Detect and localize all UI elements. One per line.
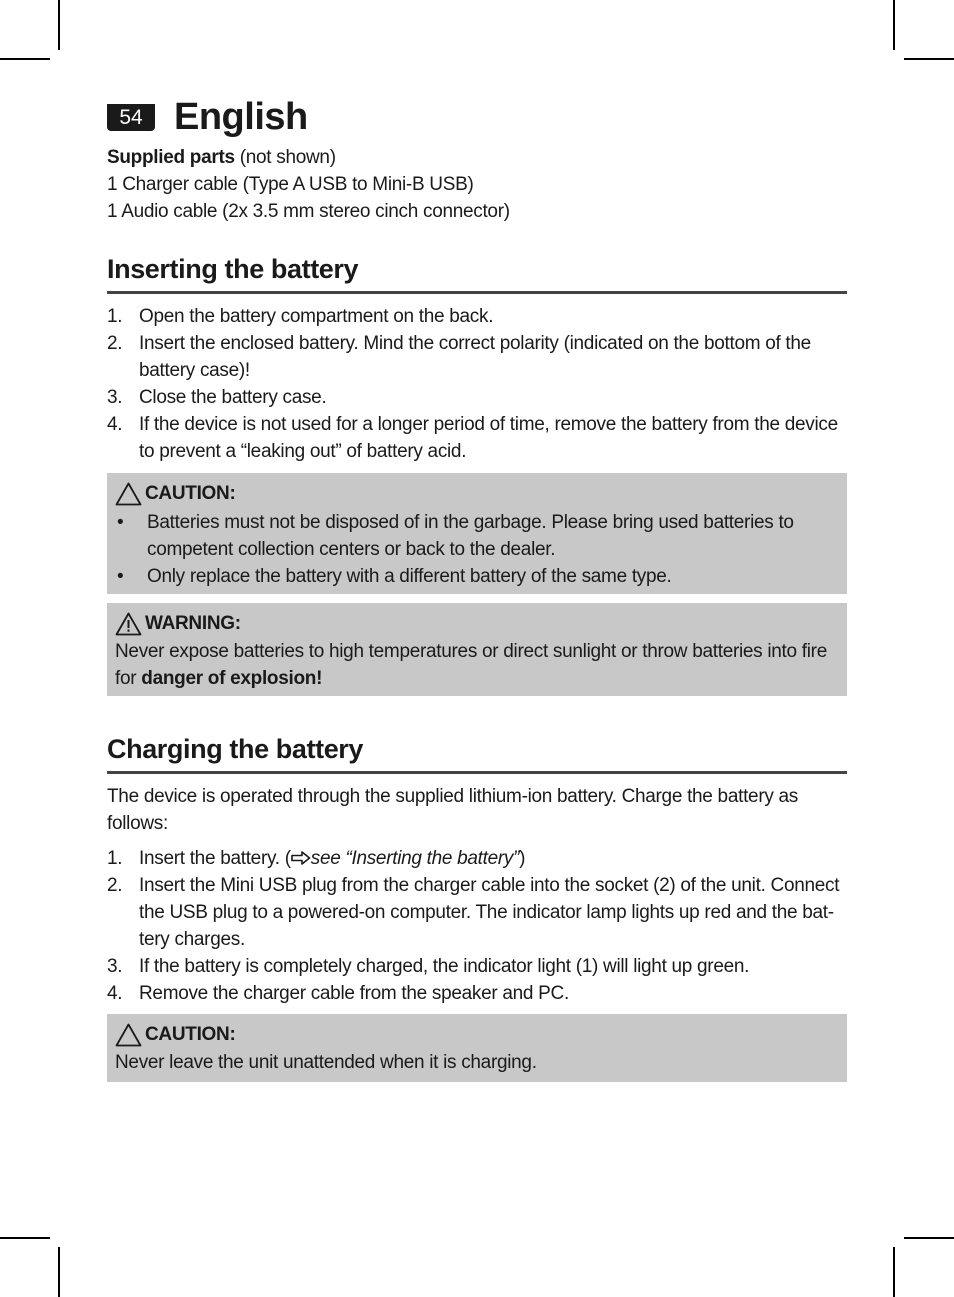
- step-text: If the battery is completely charged, the indicator light (1) will light up green.: [139, 956, 750, 977]
- section-heading: Inserting the battery: [107, 251, 847, 294]
- page-number: 54: [107, 104, 155, 131]
- crop-mark: [0, 58, 50, 60]
- steps-list: [107, 845, 847, 1007]
- supplied-parts-title-line: [107, 144, 847, 171]
- caution-label: CAUTION:: [145, 1024, 236, 1045]
- bullet-text: Batteries must not be disposed of in the garbage. Please bring used batteries to competent collection centers or back to the dealer.: [147, 512, 794, 560]
- list-item: 1 Charger cable (Type A USB to Mini-B USB): [107, 174, 474, 195]
- crop-mark: [893, 1247, 895, 1297]
- warning-triangle-icon: [115, 612, 142, 636]
- crop-mark: [904, 58, 954, 60]
- caution-bullets: [115, 509, 839, 590]
- list-item: [107, 384, 847, 411]
- list-item: 1 Audio cable (2x 3.5 mm stereo cinch connector): [107, 201, 510, 222]
- bullet-text: Only replace the battery with a different battery of the same type.: [147, 566, 672, 587]
- step-number: 4.: [107, 983, 123, 1004]
- section-heading: Charging the battery: [107, 731, 847, 774]
- step-number: 2.: [107, 875, 123, 896]
- crop-mark: [58, 0, 60, 50]
- warning-text: [115, 638, 839, 692]
- supplied-parts-note: (not shown): [239, 147, 336, 168]
- step-text: If the device is not used for a longer period of time, remove the battery from the device to prevent a “leaking out” of battery acid.: [139, 414, 838, 462]
- crop-mark: [893, 0, 895, 50]
- step-text: Insert the battery. (: [139, 848, 291, 869]
- step-text-tail: ): [519, 848, 526, 869]
- supplied-parts-title: Supplied parts: [107, 147, 235, 168]
- charging-intro: The device is operated through the supplied lithium-ion battery. Charge the battery as follows:: [107, 786, 798, 834]
- cross-reference-link[interactable]: see “Inserting the battery”: [310, 848, 520, 869]
- notice-header: [115, 480, 839, 507]
- crop-mark: [904, 1237, 954, 1239]
- step-number: 1.: [107, 306, 123, 327]
- notice-header: [115, 1021, 839, 1048]
- caution-box: [107, 1014, 847, 1082]
- section-inserting: [107, 251, 847, 465]
- warning-label: WARNING:: [145, 613, 241, 634]
- steps-list: [107, 303, 847, 465]
- warning-body: Never expose batteries to high temperatures or direct sunlight or throw batteries into fire for: [115, 641, 827, 689]
- step-number: 1.: [107, 848, 123, 869]
- warning-emphasis: danger of explosion!: [141, 668, 323, 689]
- list-item: [107, 845, 847, 872]
- step-text: Insert the Mini USB plug from the charger cable into the socket (2) of the unit. Connect the USB plug to a powered-on computer. The indicator lamp lights up red and the bat-tery charges.: [139, 875, 840, 950]
- list-item: [107, 330, 847, 384]
- step-text: Insert the enclosed battery. Mind the correct polarity (indicated on the bottom of the battery case)!: [139, 333, 811, 381]
- warning-triangle-icon: [115, 482, 142, 506]
- caution-box: [107, 473, 847, 594]
- step-number: 3.: [107, 956, 123, 977]
- arrow-right-icon: [291, 851, 311, 865]
- step-number: 4.: [107, 414, 123, 435]
- list-item: [107, 303, 847, 330]
- bullet-dot: •: [117, 566, 124, 587]
- list-item: [107, 953, 847, 980]
- list-item: [115, 509, 839, 563]
- caution-text: Never leave the unit unattended when it is charging.: [115, 1052, 537, 1073]
- notice-header: [115, 610, 839, 637]
- page-title: English: [174, 96, 308, 138]
- step-text: Remove the charger cable from the speaker and PC.: [139, 983, 569, 1004]
- step-number: 2.: [107, 333, 123, 354]
- list-item: [115, 563, 839, 590]
- bullet-dot: •: [117, 512, 124, 533]
- step-text: Open the battery compartment on the back.: [139, 306, 494, 327]
- list-item: [107, 411, 847, 465]
- section-charging: [107, 731, 847, 1007]
- caution-label: CAUTION:: [145, 483, 236, 504]
- warning-triangle-icon: [115, 1023, 142, 1047]
- list-item: [107, 980, 847, 1007]
- list-item: [107, 872, 847, 953]
- crop-mark: [0, 1237, 50, 1239]
- warning-box: [107, 603, 847, 696]
- step-number: 3.: [107, 387, 123, 408]
- supplied-parts: [107, 144, 847, 225]
- step-text: Close the battery case.: [139, 387, 327, 408]
- crop-mark: [58, 1247, 60, 1297]
